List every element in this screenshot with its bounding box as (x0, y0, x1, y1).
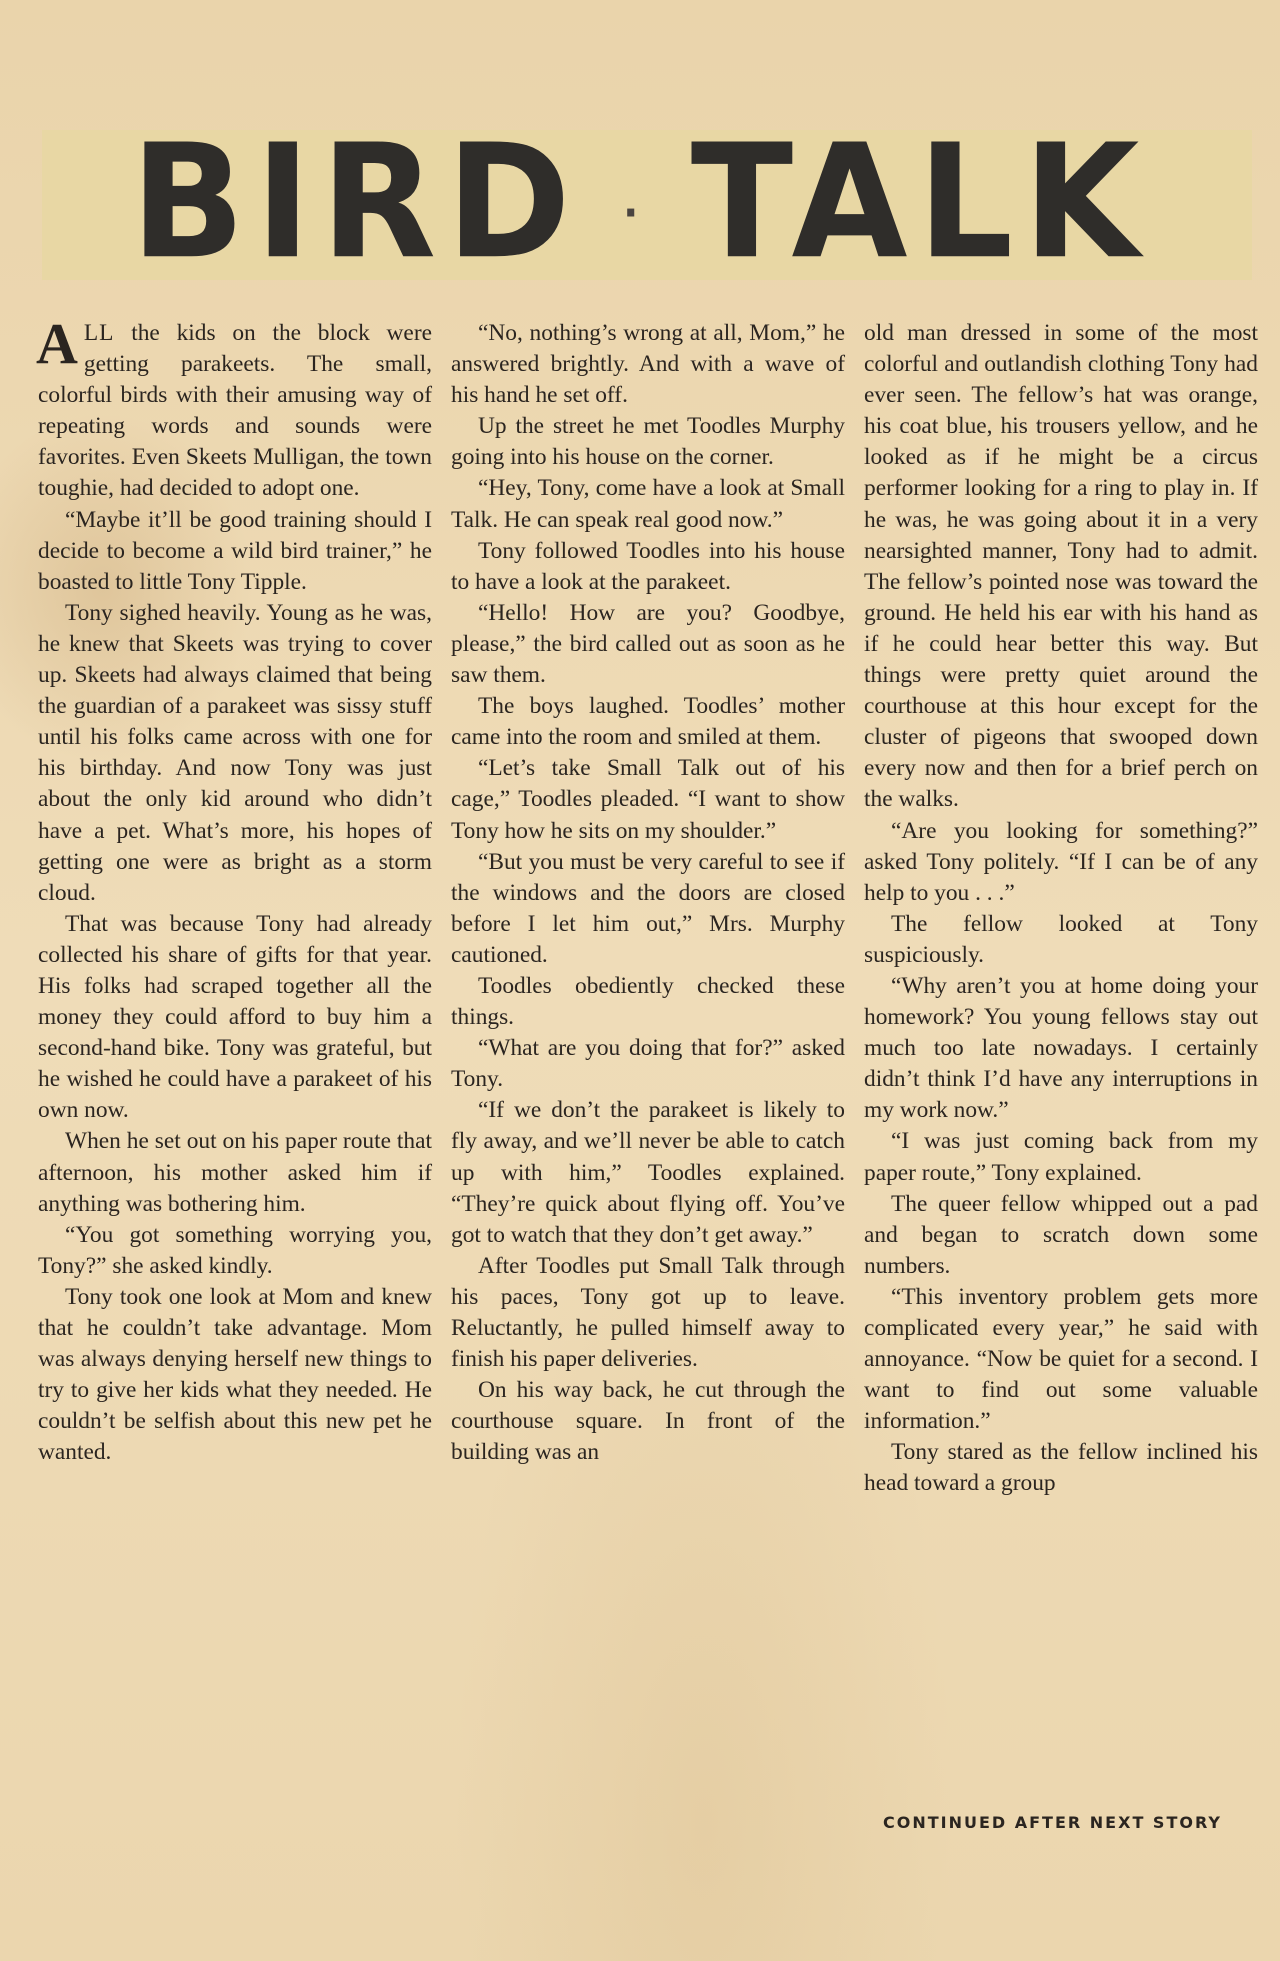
paragraph: Tony took one look at Mom and knew that he couldn’t take advantage. Mom was always denying herself new things to try to give her kids what they needed. He couldn’t be selfish about this new pet he wanted. (38, 1283, 432, 1466)
paragraph: “This inventory problem gets more complicated every year,” he said with annoyance. “Now be quiet for a second. I want to find out some valuable information.” (864, 1283, 1258, 1435)
paragraph: Tony followed Toodles into his house to have a look at the parakeet. (451, 537, 845, 595)
paragraph: “You got something worrying you, Tony?” she asked kindly. (38, 1221, 432, 1279)
paragraph: That was because Tony had already collected his share of gifts for that year. His folks had scraped together all the money they could afford to buy him a second-hand bike. Tony was grateful, but he wished he could have a parakeet of his own now. (38, 910, 432, 1124)
column-1 (36, 311, 432, 1500)
paragraph: The queer fellow whipped out a pad and began to scratch down some numbers. (864, 1190, 1258, 1279)
paragraph: Tony sighed heavily. Young as he was, he knew that Skeets was trying to cover up. Skeets had always claimed that being the guardian of a parakeet was sissy stuff until his folks came across with one for his birthday. And now Tony was just about the only kid around who didn’t have a pet. What’s more, his hopes of getting one were as bright as a storm cloud. (38, 599, 432, 906)
column-2 (451, 318, 845, 1500)
title-word-1: BIRD (130, 111, 581, 295)
drop-cap: A (36, 311, 78, 376)
paragraph: “I was just coming back from my paper route,” Tony explained. (864, 1128, 1258, 1186)
paragraph: “No, nothing’s wrong at all, Mom,” he answered brightly. And with a wave of his hand he set off. (451, 320, 845, 409)
paragraph: The fellow looked at Tony suspiciously. (864, 910, 1258, 968)
paragraph: “Are you looking for something?” asked Tony politely. “If I can be of any help to you . . .” (864, 817, 1258, 906)
paragraph: Up the street he met Toodles Murphy going into his house on the corner. (451, 413, 845, 471)
paragraph: When he set out on his paper route that afternoon, his mother asked him if anything was bothering him. (38, 1128, 432, 1217)
paragraph: The boys laughed. Toodles’ mother came into the room and smiled at them. (451, 693, 845, 751)
paragraph: “Hello! How are you? Goodbye, please,” the bird called out as soon as he saw them. (451, 599, 845, 689)
story-title (0, 111, 1280, 303)
paragraph: old man dressed in some of the most colorful and outlandish clothing Tony had ever seen. The fellow’s hat was orange, his coat blue, his trousers yellow, and he looked as if he might be a circus performer looking for a ring to play in. If he was, he was going about it in a very nearsighted manner, Tony had to admit. The fellow’s pointed nose was toward the ground. He held his ear with his hand as if he could hear better this way. But things were pretty quiet around the courthouse at this hour except for the cluster of pigeons that swooped down every now and then for a brief perch on the walks. (864, 320, 1258, 813)
paragraph: “Why aren’t you at home doing your homework? You young fellows stay out much too late nowadays. I certainly didn’t think I’d have any interruptions in my work now.” (864, 972, 1258, 1124)
paragraph: “But you must be very careful to see if the windows and the doors are closed before I let him out,” Mrs. Murphy cautioned. (451, 848, 845, 968)
column-3 (864, 318, 1258, 1500)
title-word-2: TALK (690, 111, 1150, 295)
paragraph: “What are you doing that for?” asked Tony. (451, 1035, 845, 1093)
paragraph-text: the kids on the block were getting parakeets. The small, colorful birds with their amusing way of repeating words and sounds were favorites. Even Skeets Mulligan, the town toughie, had decided to adopt one. (38, 320, 432, 502)
drop-cap-rest: LL (83, 320, 115, 346)
paragraph (36, 311, 432, 505)
paragraph: “Hey, Tony, come have a look at Small Talk. He can speak real good now.” (451, 475, 845, 533)
text-columns (36, 311, 1258, 1500)
title-separator: · (623, 189, 649, 238)
paragraph: On his way back, he cut through the courthouse square. In front of the building was an (451, 1377, 845, 1466)
continued-notice: CONTINUED AFTER NEXT STORY (882, 1813, 1222, 1832)
paragraph: “Let’s take Small Talk out of his cage,” Toodles pleaded. “I want to show Tony how he sits on my shoulder.” (451, 755, 845, 844)
paragraph: Toodles obediently checked these things. (451, 972, 845, 1031)
paragraph: Tony stared as the fellow inclined his head toward a group (864, 1439, 1258, 1497)
paragraph: “Maybe it’ll be good training should I decide to become a wild bird trainer,” he boasted to little Tony Tipple. (38, 506, 432, 595)
paragraph: After Toodles put Small Talk through his paces, Tony got up to leave. Reluctantly, he pulled himself away to finish his paper deliveries. (451, 1252, 845, 1373)
paragraph: “If we don’t the parakeet is likely to fly away, and we’ll never be able to catch up with him,” Toodles explained. “They’re quick about flying off. You’ve got to watch that they don’t get away.” (451, 1097, 845, 1248)
